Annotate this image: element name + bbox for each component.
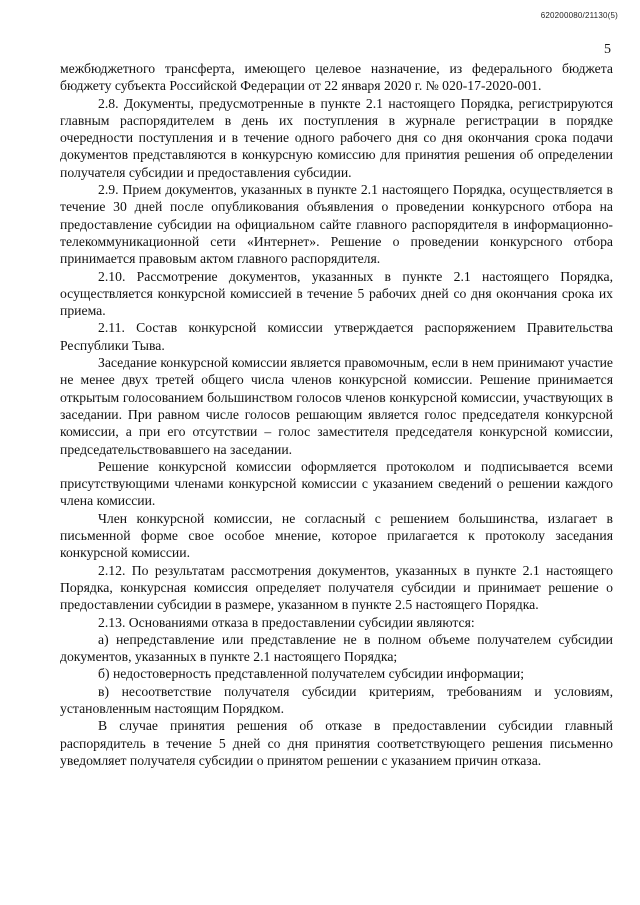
paragraph-protocol: Решение конкурсной комиссии оформляется протоколом и подписывается всеми присутствующими членами конкурсной комиссии с указанием сведений о решении каждого члена комиссии. [60,458,613,509]
paragraph-dissent: Член конкурсной комиссии, не согласный с решением большинства, излагает в письменной форме свое особое мнение, которое прилагается к протоколу заседания конкурсной комиссии. [60,510,613,561]
paragraph-2-9: 2.9. Прием документов, указанных в пункте 2.1 настоящего Порядка, осуществляется в течение 30 дней после опубликования объявления о проведении конкурсного отбора на предоставление субсидии на официальном сайте главного распорядителя в информационно-телекоммуникационной сети «Интернет». Решение о проведении конкурсного отбора принимается правовым актом главного распорядителя. [60,182,613,267]
paragraph-2-10: 2.10. Рассмотрение документов, указанных в пункте 2.1 настоящего Порядка, осуществляется конкурсной комиссией в течение 5 рабочих дней со дня окончания срока их приема. [60,268,613,319]
paragraph-2-12: 2.12. По результатам рассмотрения документов, указанных в пункте 2.1 настоящего Порядка, конкурсная комиссия определяет получателя субсидии и принимает решение о предоставлении субсидии в размере, указанном в пункте 2.5 настоящего Порядка. [60,562,613,613]
page-number: 5 [604,42,611,57]
paragraph-refusal-notice: В случае принятия решения об отказе в предоставлении субсидии главный распорядитель в течение 5 дней со дня принятия соответствующего решения письменно уведомляет получателя субсидии о принятом решении с указанием причин отказа. [60,718,613,768]
document-code: 620200080/21130(5) [540,11,618,20]
list-item-a: а) непредставление или представление не в полном объеме получателем субсидии документов, указанных в пункте 2.1 настоящего Порядка; [60,631,613,665]
paragraph-transfer-continuation: межбюджетного трансферта, имеющего целевое назначение, из федерального бюджета бюджету субъекта Российской Федерации от 22 января 2020 г. № 020-17-2020-001. [60,61,613,94]
paragraph-2-13: 2.13. Основаниями отказа в предоставлении субсидии являются: [98,614,475,630]
paragraph-2-11: 2.11. Состав конкурсной комиссии утверждается распоряжением Правительства Республики Тыва. [60,320,613,353]
paragraph-2-8: 2.8. Документы, предусмотренные в пункте 2.1 настоящего Порядка, регистрируются главным распорядителем в день их поступления в журнале регистрации в порядке очередности поступления и в течение одного рабочего дня со дня окончания срока подачи документов представляются в конкурсную комиссию для принятия решения об определении получателя субсидии и предоставления субсидии. [60,95,613,180]
document-body [60,60,613,769]
paragraph-quorum: Заседание конкурсной комиссии является правомочным, если в нем принимают участие не менее двух третей общего числа членов конкурсной комиссии. Решение принимается открытым голосованием большинством голосов членов конкурсной комиссии, участвующих в заседании. При равном числе голосов решающим является голос председателя конкурсной комиссии, а при его отсутствии – голос заместителя председателя конкурсной комиссии, председательствовавшего на заседании. [60,355,613,457]
list-item-b: б) недостоверность представленной получателем субсидии информации; [98,666,525,682]
list-item-v: в) несоответствие получателя субсидии критериям, требованиям и условиям, установленным настоящим Порядком. [60,683,613,716]
